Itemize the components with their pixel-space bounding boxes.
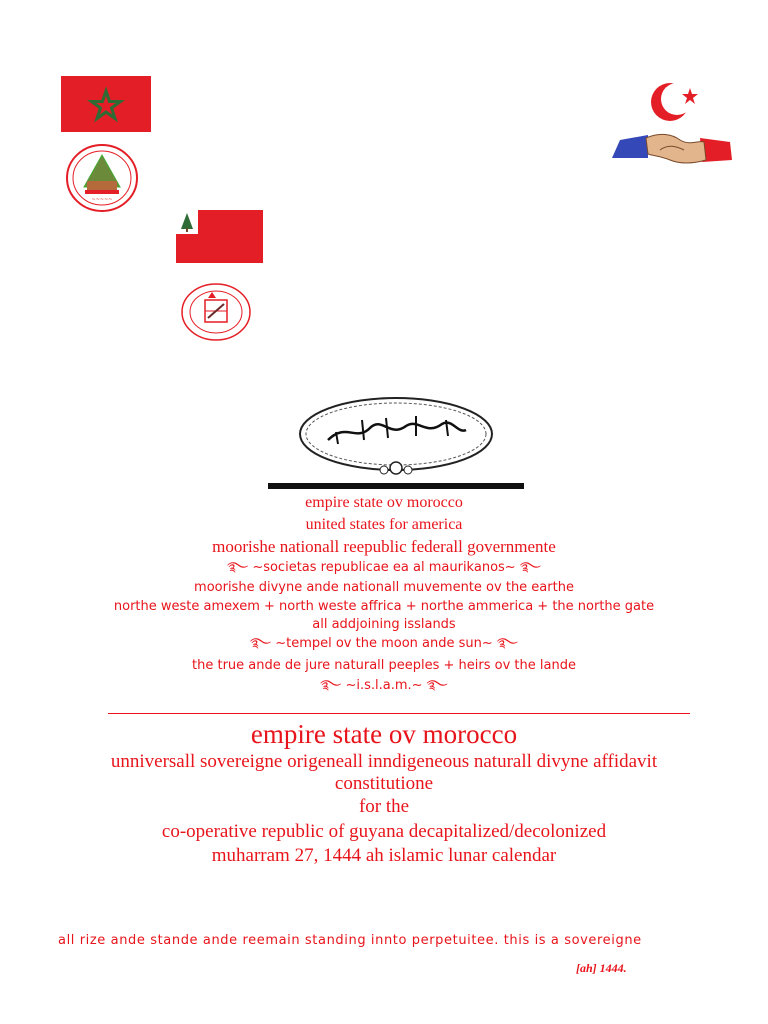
- tempel-text: ~tempel ov the moon ande sun~: [275, 636, 493, 651]
- header-line-10: [0, 676, 768, 695]
- header-line-7: all addjoining isslands: [312, 617, 456, 632]
- divider-line: [108, 713, 690, 714]
- body-date: [ah] 1444.: [576, 961, 627, 975]
- header-line-3: moorishe nationall reepublic federall governmente: [212, 537, 556, 556]
- body-paragraph-line: all rize ande stande ande reemain standing innto perpetuitee. this is a sovereigne: [58, 933, 642, 948]
- moorish-seal-icon: [65, 143, 139, 213]
- ornament-icon: ࿐: [519, 560, 541, 575]
- ornament-icon: ࿐: [496, 636, 518, 651]
- ornament-icon: ࿐: [426, 678, 448, 693]
- societas-text: ~societas republicae ea al maurikanos~: [252, 560, 516, 575]
- header-line-4: [0, 558, 768, 577]
- ornament-icon: ࿐: [320, 678, 342, 693]
- society-seal-icon: [180, 282, 252, 342]
- title-line-2: unniversall sovereigne origeneall inndigeneous naturall divyne affidavit: [110, 751, 658, 772]
- title-line-5: co-operative republic of guyana decapitalized/decolonized: [161, 821, 607, 842]
- title-line-6: muharram 27, 1444 ah islamic lunar calendar: [211, 845, 557, 866]
- islam-text: ~i.s.l.a.m.~: [345, 678, 423, 693]
- pine-tree-flag: [176, 210, 263, 263]
- arabic-calligraphy-emblem-icon: [266, 392, 526, 490]
- ornament-icon: ࿐: [227, 560, 249, 575]
- crescent-handshake-emblem-icon: [610, 80, 736, 175]
- header-line-1: empire state ov morocco: [305, 494, 463, 511]
- ornament-icon: ࿐: [250, 636, 272, 651]
- header-line-9: the true ande de jure naturall peeples + heirs ov the lande: [192, 658, 576, 673]
- header-line-5: moorishe divyne ande nationall muvemente ov the earthe: [194, 580, 574, 595]
- morocco-flag: [61, 76, 151, 132]
- header-line-8: [0, 634, 768, 653]
- header-line-2: united states for america: [305, 516, 463, 533]
- svg-text:~~~~~: ~~~~~: [91, 197, 113, 203]
- title-line-4: for the: [358, 796, 410, 817]
- main-title: empire state ov morocco: [250, 719, 518, 749]
- header-line-6: northe weste amexem + north weste affrica + northe ammerica + the northe gate: [113, 599, 655, 614]
- title-line-3: constitutione: [334, 773, 434, 794]
